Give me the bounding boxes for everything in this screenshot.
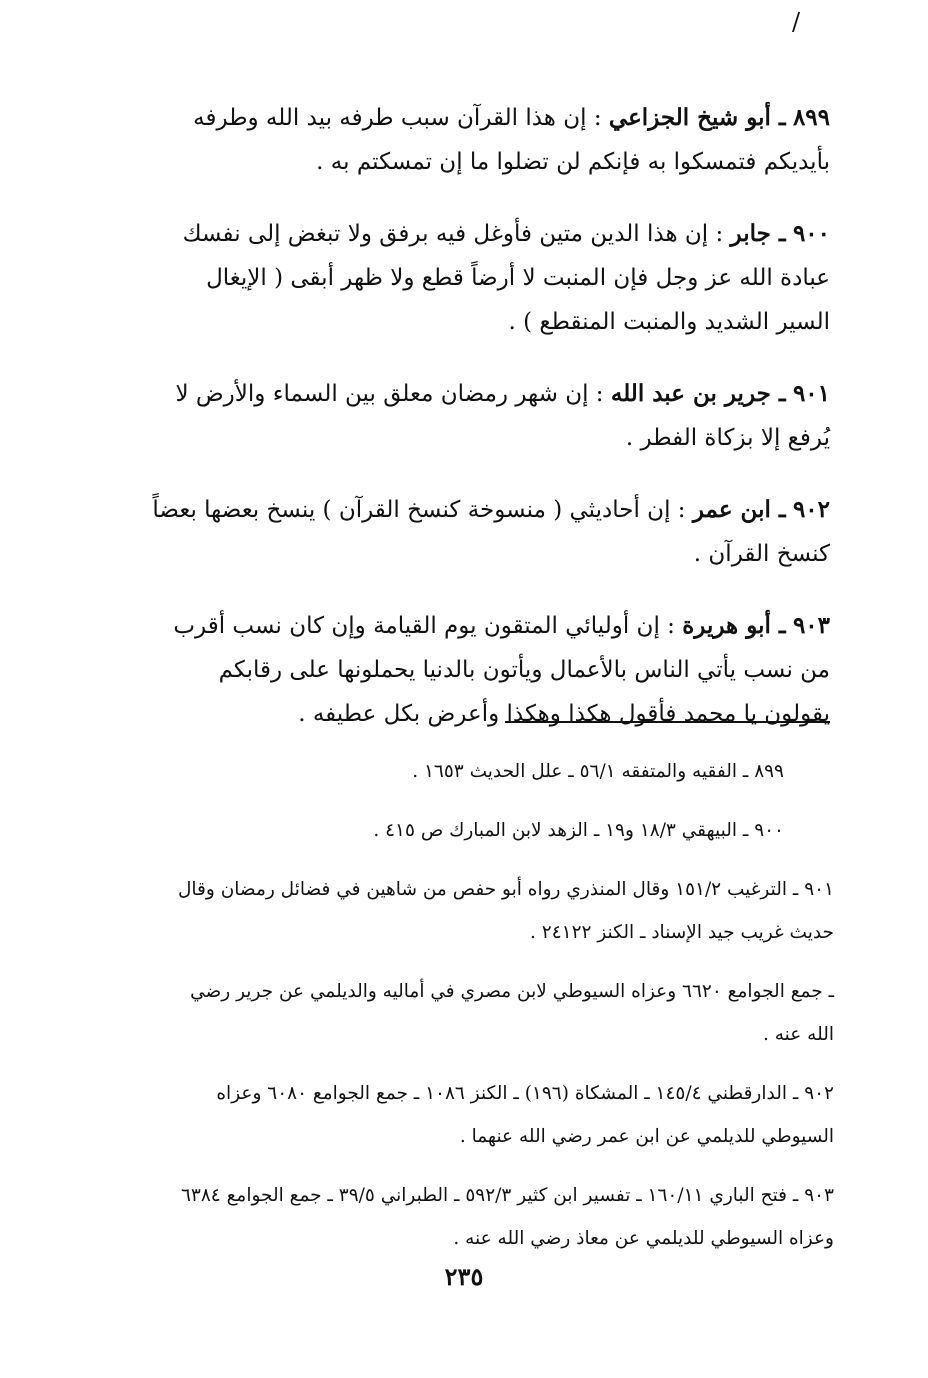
hadith-text: : إن هذا الدين متين فأوغل فيه برفق ولا تبغض إلى نفسك عبادة الله عز وجل فإن المنبت لا أرضاً قطع ولا ظهر أبقى ( الإيغال السير الشديد والمنبت المنقطع ) . xyxy=(182,221,830,335)
hadith-number: ٩٠٠ xyxy=(792,220,830,247)
footnote: ـ جمع الجوامع ٦٦٢٠ وعزاه السيوطي لابن مصري في أماليه والديلمي عن جرير رضي الله عنه . xyxy=(190,981,834,1045)
hadith-narrator: جابر xyxy=(730,220,771,247)
hadith-number: ٩٠١ xyxy=(792,380,830,407)
hadith-dash: ـ xyxy=(770,104,786,131)
hadith-number: ٩٠٣ xyxy=(792,612,830,639)
footnotes xyxy=(158,750,834,1276)
footnote: ٩٠٣ ـ فتح الباري ١٦٠/١١ ـ تفسير ابن كثير ٥٩٢/٣ ـ الطبراني ٣٩/٥ ـ جمع الجوامع ٦٣٨٤ وعزاه السيوطي للديلمي عن معاذ رضي الله عنه . xyxy=(180,1185,834,1249)
hadith-text: : إن أوليائي المتقون يوم القيامة وإن كان نسب أقرب من نسب يأتي الناس بالأعمال ويأتون بالدنيا يحملونها على رقابكم يقولون يا محمد فأقول هكذا وهكذا وأعرض بكل عطيفه . xyxy=(173,613,830,727)
hadith-entry xyxy=(150,96,830,184)
footnote: ٨٩٩ ـ الفقيه والمتفقه ٥٦/١ ـ علل الحديث ١٦٥٣ . xyxy=(412,761,784,782)
footnote: ٩٠٠ ـ البيهقي ١٨/٣ و١٩ ـ الزهد لابن المبارك ص ٤١٥ . xyxy=(373,820,784,841)
hadith-narrator: أبو هريرة xyxy=(682,612,771,639)
hadith-narrator: أبو شيخ الجزاعي xyxy=(608,104,771,131)
corner-mark: / xyxy=(792,8,801,36)
footnote: ٩٠١ ـ الترغيب ١٥١/٢ وقال المنذري رواه أبو حفص من شاهين في فضائل رمضان وقال حديث غريب جيد الإسناد ـ الكنز ٢٤١٢٢ . xyxy=(177,879,834,943)
hadith-number: ٩٠٢ xyxy=(792,496,830,523)
hadith-narrator: ابن عمر xyxy=(692,496,771,523)
hadith-dash: ـ xyxy=(770,612,786,639)
hadith-entry xyxy=(150,488,830,576)
hadith-entry xyxy=(150,604,830,736)
hadith-text: : إن هذا القرآن سبب طرفه بيد الله وطرفه بأيديكم فتمسكوا به فإنكم لن تضلوا ما إن تمسكتم به . xyxy=(193,105,830,175)
hadith-entry xyxy=(150,212,830,344)
hadith-entry xyxy=(150,372,830,460)
hadith-text: : إن شهر رمضان معلق بين السماء والأرض لا يُرفع إلا بزكاة الفطر . xyxy=(175,381,830,451)
footnote-separator xyxy=(505,721,830,723)
footnote: ٩٠٢ ـ الدارقطني ١٤٥/٤ ـ المشكاة (١٩٦) ـ الكنز ١٠٨٦ ـ جمع الجوامع ٦٠٨٠ وعزاه السيوطي للديلمي عن ابن عمر رضي الله عنهما . xyxy=(216,1083,834,1147)
hadith-list xyxy=(150,96,830,764)
hadith-dash: ـ xyxy=(770,496,786,523)
hadith-text: : إن أحاديثي ( منسوخة كنسخ القرآن ) ينسخ بعضها بعضاً كنسخ القرآن . xyxy=(152,497,830,567)
hadith-narrator: جرير بن عبد الله xyxy=(610,380,771,407)
hadith-dash: ـ xyxy=(770,220,786,247)
hadith-dash: ـ xyxy=(770,380,786,407)
hadith-number: ٨٩٩ xyxy=(792,104,830,131)
page-number: ٢٣٥ xyxy=(444,1262,484,1291)
